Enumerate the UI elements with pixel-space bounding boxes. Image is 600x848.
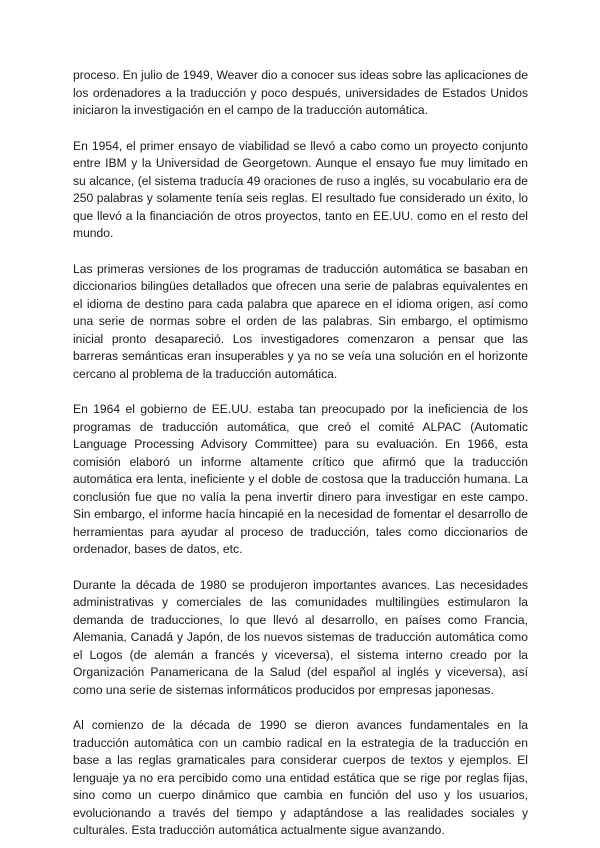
paragraph-early-versions: Las primeras versiones de los programas de traducción automática se basaban en diccionarios bilingües detallados que ofrecen una serie de palabras equivalentes en el idioma de destino para cada palabra que aparece en el idioma origen, así como una serie de normas sobre el orden de las palabras. Sin embargo, el optimismo inicial pronto desapareció. Los investigadores comenzaron a pensar que las barreras semánticas eran insuperables y ya no se veía una solución en el horizonte cercano al problema de la traducción automática. <box>73 261 528 381</box>
paragraph-alpac-1964: En 1964 el gobierno de EE.UU. estaba tan preocupado por la ineficiencia de los programas de traducción automática, que creó el comité ALPAC (Automatic Language Processing Advisory Committee) para su evaluación. En 1966, esta comisión elaboró un informe altamente crítico que afirmó que la traducción automática era lenta, ineficiente y el doble de costosa que la traducción humana. La conclusión fue que no valía la pena invertir dinero para investigar en este campo. Sin embargo, el informe hacía hincapié en la necesidad de fomentar el desarrollo de herramientas para ayudar al proceso de traducción, tales como diccionarios de ordenador, bases de datos, etc. <box>73 402 528 556</box>
paragraph-georgetown-1954: En 1954, el primer ensayo de viabilidad se llevó a cabo como un proyecto conjunto entre IBM y la Universidad de Georgetown. Aunque el ensayo fue muy limitado en su alcance, (el sistema traducía 49 oraciones de ruso a inglés, su vocabulario era de 250 palabras y solamente tenía seis reglas. El resultado fue considerado un éxito, lo que llevó a la financiación de otros proyectos, tanto en EE.UU. como en el resto del mundo. <box>73 138 528 240</box>
paragraph-1990s: Al comienzo de la década de 1990 se dieron avances fundamentales en la traducción automática con un cambio radical en la estrategia de la traducción en base a las reglas gramaticales para considerar cuerpos de textos y ejemplos. El lenguaje ya no era percibido como una entidad estática que se rige por reglas fijas, sino como un cuerpo dinámico que cambia en función del uso y los usuarios, evolucionando a través del tiempo y adaptándose a las realidades sociales y culturales. Esta traducción automática actualmente sigue avanzando. <box>73 718 528 837</box>
paragraph-weaver-1949: proceso. En julio de 1949, Weaver dio a conocer sus ideas sobre las aplicaciones de los ordenadores a la traducción y poco después, universidades de Estados Unidos iniciaron la investigación en el campo de la traducción automática. <box>73 68 528 117</box>
paragraph-1980s: Durante la década de 1980 se produjeron importantes avances. Las necesidades administrativas y comerciales de las comunidades multilingües estimularon la demanda de traducciones, lo que llevó al desarrollo, en países como Francia, Alemania, Canadá y Japón, de los nuevos sistemas de traducción automática como el Logos (de alemán a francés y viceversa), el sistema interno creado por la Organización Panamericana de la Salud (del español al inglés y viceversa), así como una serie de sistemas informáticos producidos por empresas japonesas. <box>73 577 528 697</box>
